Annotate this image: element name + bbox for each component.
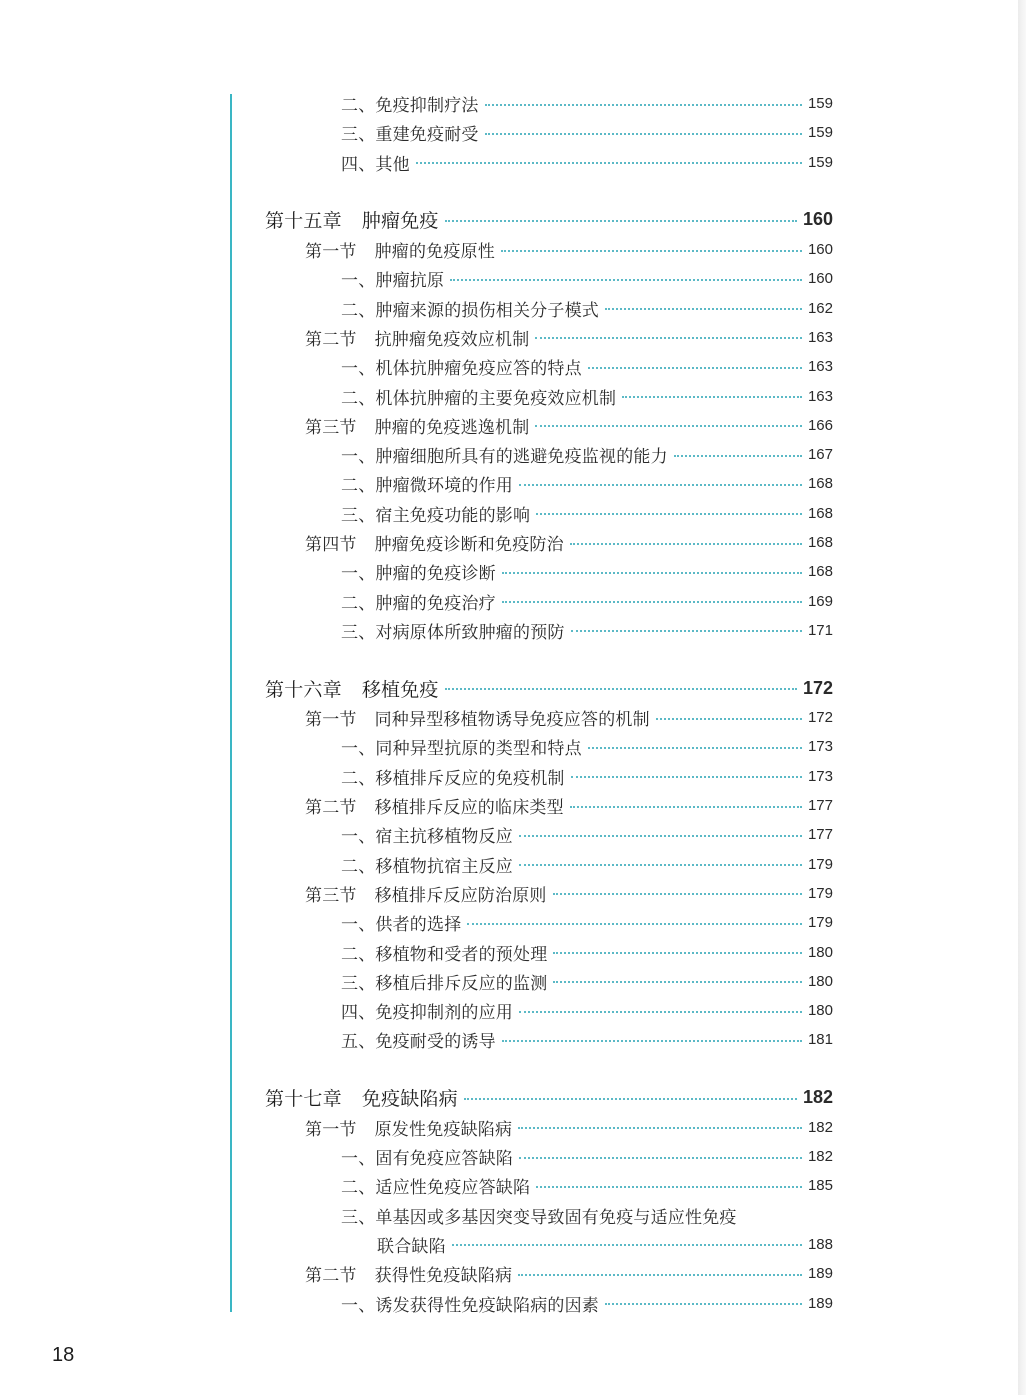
page-reference: 168: [807, 563, 833, 581]
section-title: 移植排斥反应防治原则: [374, 885, 547, 906]
toc-chapter-entry[interactable]: [0, 1083, 833, 1113]
page-reference: 159: [807, 124, 833, 142]
toc-item-entry[interactable]: [0, 996, 833, 1025]
page-reference: 166: [807, 416, 833, 434]
page-reference: 169: [807, 592, 833, 610]
toc-item-entry[interactable]: [0, 499, 833, 528]
section-heading: [305, 325, 529, 350]
toc-section-entry[interactable]: [0, 1259, 833, 1288]
toc-section-entry[interactable]: [0, 323, 833, 352]
page-reference: 177: [807, 826, 833, 844]
page-reference: 180: [807, 972, 833, 990]
toc-item-entry[interactable]: [0, 469, 833, 498]
item-label: 一、宿主抗移植物反应: [341, 827, 513, 848]
toc-item-entry[interactable]: [0, 381, 833, 410]
toc-item-entry[interactable]: [0, 967, 833, 996]
dot-leader: [467, 923, 802, 925]
page-reference: 182: [802, 1087, 833, 1108]
section-title: 同种异型移植物诱导免疫应答的机制: [374, 710, 650, 731]
section-title: 获得性免疫缺陷病: [374, 1266, 513, 1287]
chapter-spacer: [0, 1055, 1018, 1083]
dot-leader: [571, 776, 802, 778]
dot-leader: [535, 337, 802, 339]
dot-leader: [536, 513, 802, 515]
section-number: 第一节: [305, 1119, 357, 1140]
toc-item-entry[interactable]: [0, 1025, 833, 1054]
item-label: 联合缺陷: [377, 1236, 446, 1257]
page-reference: 172: [807, 709, 833, 727]
page-reference: 171: [807, 621, 833, 639]
toc-item-entry[interactable]: [0, 908, 833, 937]
toc-section-entry[interactable]: [0, 411, 833, 440]
section-heading: [305, 237, 495, 262]
toc-section-entry[interactable]: [0, 703, 833, 732]
section-title: 抗肿瘤免疫效应机制: [374, 329, 530, 350]
section-heading: [305, 793, 564, 818]
chapter-heading: [265, 1084, 458, 1111]
section-heading: [305, 705, 650, 730]
toc-item-entry[interactable]: [0, 850, 833, 879]
toc-item-entry[interactable]: [0, 293, 833, 322]
item-label: 三、对病原体所致肿瘤的预防: [341, 622, 565, 643]
dot-leader: [535, 425, 802, 427]
toc-item-entry[interactable]: [0, 586, 833, 615]
page-reference: 159: [807, 95, 833, 113]
item-label: 二、移植排斥反应的免疫机制: [341, 768, 565, 789]
dot-leader: [445, 688, 797, 690]
page-reference: 189: [807, 1294, 833, 1312]
toc-item-entry[interactable]: [0, 1201, 833, 1230]
dot-leader: [518, 1127, 802, 1129]
page-reference: 173: [807, 767, 833, 785]
toc-section-entry[interactable]: [0, 528, 833, 557]
section-title: 肿瘤免疫诊断和免疫防治: [374, 535, 564, 555]
dot-leader: [464, 1098, 797, 1100]
section-number: 第二节: [305, 798, 357, 819]
item-label: 一、诱发获得性免疫缺陷病的因素: [341, 1295, 599, 1316]
chapter-title: 肿瘤免疫: [361, 210, 439, 233]
chapter-spacer: [0, 645, 1018, 673]
chapter-title: 移植免疫: [361, 678, 439, 701]
toc-item-entry[interactable]: [0, 118, 833, 147]
toc-section-entry[interactable]: [0, 1113, 833, 1142]
page-reference: 160: [807, 270, 833, 288]
item-label: 一、肿瘤细胞所具有的逃避免疫监视的能力: [341, 447, 668, 468]
chapter-title: 免疫缺陷病: [361, 1088, 458, 1111]
section-heading: [305, 1261, 512, 1286]
toc-item-entry[interactable]: [0, 557, 833, 586]
page-reference: 179: [807, 884, 833, 902]
dot-leader: [656, 718, 802, 720]
section-heading: [305, 1115, 512, 1140]
item-label: 一、肿瘤的免疫诊断: [341, 564, 496, 585]
page-reference: 160: [802, 209, 833, 230]
dot-leader: [502, 1040, 802, 1042]
dot-leader: [519, 835, 802, 837]
dot-leader: [674, 455, 802, 457]
chapter-spacer: [0, 177, 1018, 205]
item-label: 二、肿瘤微环境的作用: [341, 476, 513, 497]
item-label: 二、机体抗肿瘤的主要免疫效应机制: [341, 388, 617, 409]
dot-leader: [518, 1274, 802, 1276]
chapter-number: 第十五章: [265, 210, 342, 233]
dot-leader: [605, 308, 802, 310]
page-reference: 168: [807, 534, 833, 551]
item-label: 四、免疫抑制剂的应用: [341, 1003, 513, 1024]
toc-section-entry[interactable]: [0, 791, 833, 820]
section-title: 移植排斥反应的临床类型: [374, 798, 564, 819]
section-heading: [305, 881, 547, 906]
chapter-number: 第十六章: [265, 678, 342, 701]
chapter-number: 第十七章: [265, 1088, 342, 1111]
toc-item-entry[interactable]: [0, 820, 833, 849]
toc-item-entry[interactable]: [0, 352, 833, 381]
dot-leader: [519, 1011, 802, 1013]
dot-leader: [553, 981, 802, 983]
toc-item-entry[interactable]: [0, 264, 833, 293]
section-heading: [305, 530, 564, 555]
page-reference: 163: [807, 328, 833, 346]
item-label: 二、移植物和受者的预处理: [341, 944, 548, 965]
item-label: 三、单基因或多基因突变导致固有免疫与适应性免疫: [341, 1207, 737, 1228]
toc-item-entry[interactable]: [0, 89, 833, 118]
dot-leader: [501, 250, 802, 252]
item-label: 一、固有免疫应答缺陷: [341, 1149, 513, 1170]
section-number: 第一节: [305, 710, 357, 731]
page-reference: 177: [807, 797, 833, 815]
page-number: 18: [52, 1344, 75, 1366]
dot-leader: [553, 893, 802, 895]
dot-leader: [588, 747, 802, 749]
toc-chapter-entry[interactable]: [0, 673, 833, 703]
toc-item-entry[interactable]: [0, 732, 833, 761]
section-number: 第二节: [305, 1266, 357, 1287]
page-edge-shadow: [1018, 0, 1026, 1395]
dot-leader: [570, 806, 802, 808]
item-label: 一、同种异型抗原的类型和特点: [341, 739, 582, 760]
page-reference: 179: [807, 855, 833, 873]
section-number: 第三节: [305, 885, 357, 906]
page-reference: 172: [802, 677, 833, 698]
toc-item-entry[interactable]: [0, 440, 833, 469]
toc-item-entry[interactable]: [0, 1288, 833, 1317]
page-reference: 168: [807, 504, 833, 522]
dot-leader: [553, 952, 802, 954]
item-label: 三、宿主免疫功能的影响: [341, 505, 531, 526]
section-number: 第四节: [305, 535, 357, 555]
toc-section-entry[interactable]: [0, 879, 833, 908]
dot-leader: [450, 279, 802, 281]
dot-leader: [445, 220, 797, 222]
page-reference: 179: [807, 914, 833, 932]
dot-leader: [622, 396, 802, 398]
chapter-heading: [265, 675, 439, 702]
toc-item-entry[interactable]: [0, 762, 833, 791]
dot-leader: [570, 543, 802, 545]
page-reference: 189: [807, 1265, 833, 1283]
item-label: 二、适应性免疫应答缺陷: [341, 1178, 531, 1199]
dot-leader: [416, 162, 802, 164]
item-label: 五、免疫耐受的诱导: [341, 1032, 496, 1053]
section-number: 第三节: [305, 417, 357, 438]
page-reference: 168: [807, 475, 833, 493]
item-label: 二、免疫抑制疗法: [341, 96, 479, 117]
page-reference: 167: [807, 446, 833, 464]
dot-leader: [519, 484, 802, 486]
page-reference: 159: [807, 153, 833, 171]
toc-item-entry[interactable]: [0, 616, 833, 645]
dot-leader: [571, 630, 802, 632]
toc-item-continuation[interactable]: [0, 1230, 833, 1259]
item-label: 三、移植后排斥反应的监测: [341, 973, 548, 994]
dot-leader: [536, 1186, 802, 1188]
page-reference: 163: [807, 358, 833, 376]
dot-leader: [485, 133, 802, 135]
dot-leader: [588, 367, 802, 369]
item-label: 三、重建免疫耐受: [341, 125, 479, 146]
dot-leader: [502, 572, 802, 574]
page-reference: 180: [807, 1002, 833, 1020]
section-number: 第一节: [305, 242, 357, 263]
item-label: 一、供者的选择: [341, 915, 462, 936]
page-reference: 163: [807, 387, 833, 405]
page-reference: 182: [807, 1118, 833, 1136]
page-reference: 188: [807, 1235, 833, 1253]
toc-item-entry[interactable]: [0, 1171, 833, 1200]
dot-leader: [605, 1303, 802, 1305]
chapter-heading: [265, 206, 439, 233]
section-title: 肿瘤的免疫逃逸机制: [374, 417, 530, 438]
dot-leader: [452, 1244, 802, 1246]
toc-section-entry[interactable]: [0, 235, 833, 264]
toc-item-entry[interactable]: [0, 937, 833, 966]
dot-leader: [502, 601, 802, 603]
page-reference: 185: [807, 1177, 833, 1195]
page-reference: 173: [807, 738, 833, 756]
toc-chapter-entry[interactable]: [0, 205, 833, 235]
item-label: 一、机体抗肿瘤免疫应答的特点: [341, 359, 582, 380]
page-reference: 160: [807, 241, 833, 259]
table-of-contents: [0, 89, 1018, 1318]
dot-leader: [519, 864, 802, 866]
section-number: 第二节: [305, 329, 357, 350]
item-label: 四、其他: [341, 154, 410, 175]
item-label: 二、移植物抗宿主反应: [341, 856, 513, 877]
page-reference: 162: [807, 299, 833, 317]
page-reference: 181: [807, 1031, 833, 1049]
dot-leader: [519, 1157, 802, 1159]
section-heading: [305, 413, 529, 438]
item-label: 二、肿瘤的免疫治疗: [341, 593, 496, 614]
toc-item-entry[interactable]: [0, 1142, 833, 1171]
item-label: 二、肿瘤来源的损伤相关分子模式: [341, 300, 599, 321]
page-reference: 180: [807, 943, 833, 961]
section-title: 原发性免疫缺陷病: [374, 1119, 513, 1140]
section-title: 肿瘤的免疫原性: [374, 242, 496, 263]
page-reference: 182: [807, 1148, 833, 1166]
dot-leader: [485, 104, 802, 106]
toc-item-entry[interactable]: [0, 148, 833, 177]
item-label: 一、肿瘤抗原: [341, 271, 445, 292]
